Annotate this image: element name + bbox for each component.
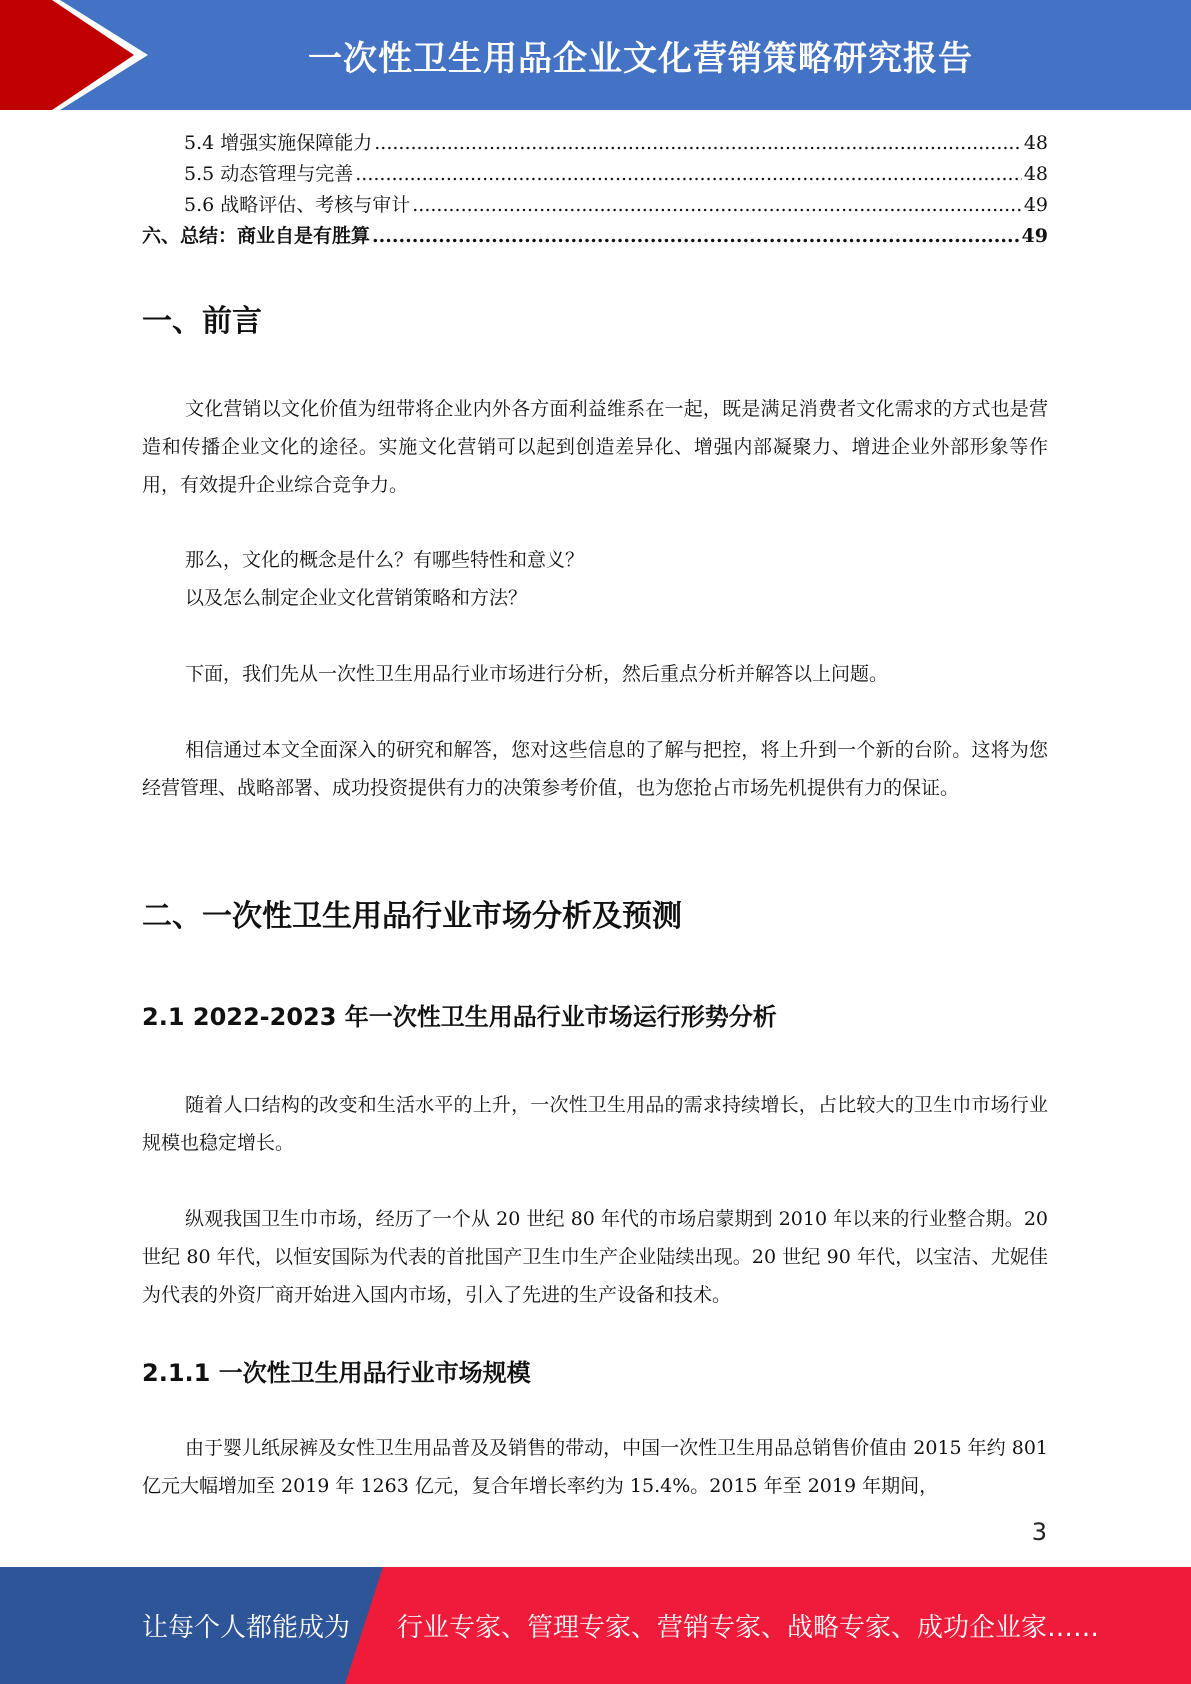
toc-entry-label: 5.5 动态管理与完善 <box>184 163 354 185</box>
market-paragraph-2: 纵观我国卫生巾市场，经历了一个从 20 世纪 80 年代的市场启蒙期到 2010 年以来的行业整合期。20 世纪 80 年代，以恒安国际为代表的首批国产卫生巾生产企业陆续出现。20 世纪 90 年代，以宝洁、尤妮佳为代表的外资厂商开始进入国内市场，引入了先进的生产设备和技术。 <box>142 1208 1048 1306</box>
toc-leader-dots <box>355 163 1022 185</box>
page-footer <box>0 1567 1191 1684</box>
section-heading-preface: 一、前言 <box>142 304 262 339</box>
preface-paragraph-1: 文化营销以文化价值为纽带将企业内外各方面利益维系在一起，既是满足消费者文化需求的方式也是营造和传播企业文化的途径。实施文化营销可以起到创造差异化、增强内部凝聚力、增进企业外部形象等作用，有效提升企业综合竞争力。 <box>142 398 1048 496</box>
footer-slogan-right: 行业专家、管理专家、营销专家、战略专家、成功企业家…… <box>397 1613 1100 1643</box>
section-heading-market-analysis: 二、一次性卫生用品行业市场分析及预测 <box>142 899 682 934</box>
market-size-paragraph: 由于婴儿纸尿裤及女性卫生用品普及及销售的带动，中国一次性卫生用品总销售价值由 2015 年约 801 亿元大幅增加至 2019 年 1263 亿元，复合年增长率约为 15.4%。2015 年至 2019 年期间， <box>142 1437 1048 1497</box>
page-header <box>0 0 1191 110</box>
toc-entry-page: 49 <box>1021 225 1048 247</box>
toc-entry[interactable] <box>142 190 1048 221</box>
table-of-contents <box>142 128 1048 252</box>
preface-paragraph-3: 相信通过本文全面深入的研究和解答，您对这些信息的了解与把控，将上升到一个新的台阶。这将为您经营管理、战略部署、成功投资提供有力的决策参考价值，也为您抢占市场先机提供有力的保证。 <box>142 739 1048 799</box>
toc-entry-page: 48 <box>1023 132 1048 154</box>
subsection-heading-2-1-1: 2.1.1 一次性卫生用品行业市场规模 <box>142 1359 531 1387</box>
toc-entry-label: 5.6 战略评估、考核与审计 <box>184 194 411 216</box>
toc-leader-dots <box>412 194 1022 216</box>
toc-entry[interactable] <box>142 221 1048 252</box>
toc-entry[interactable] <box>142 159 1048 190</box>
footer-slogan-left: 让每个人都能成为 <box>142 1613 351 1643</box>
market-paragraph-1: 随着人口结构的改变和生活水平的上升，一次性卫生用品的需求持续增长，占比较大的卫生巾市场行业规模也稳定增长。 <box>142 1094 1048 1154</box>
preface-question-2: 以及怎么制定企业文化营销策略和方法？ <box>185 587 528 609</box>
toc-leader-dots <box>372 225 1020 247</box>
subsection-heading-2-1: 2.1 2022-2023 年一次性卫生用品行业市场运行形势分析 <box>142 1003 777 1031</box>
toc-entry-page: 49 <box>1023 194 1048 216</box>
preface-paragraph-2: 下面，我们先从一次性卫生用品行业市场进行分析，然后重点分析并解答以上问题。 <box>185 663 889 685</box>
toc-entry-label: 5.4 增强实施保障能力 <box>184 132 373 154</box>
toc-entry-label: 六、总结：商业自是有胜算 <box>142 225 371 247</box>
preface-question-1: 那么，文化的概念是什么？有哪些特性和意义？ <box>185 549 585 571</box>
page-number: 3 <box>1031 1518 1047 1546</box>
toc-entry[interactable] <box>142 128 1048 159</box>
toc-leader-dots <box>374 132 1022 154</box>
report-title: 一次性卫生用品企业文化营销策略研究报告 <box>308 38 973 79</box>
toc-entry-page: 48 <box>1023 163 1048 185</box>
